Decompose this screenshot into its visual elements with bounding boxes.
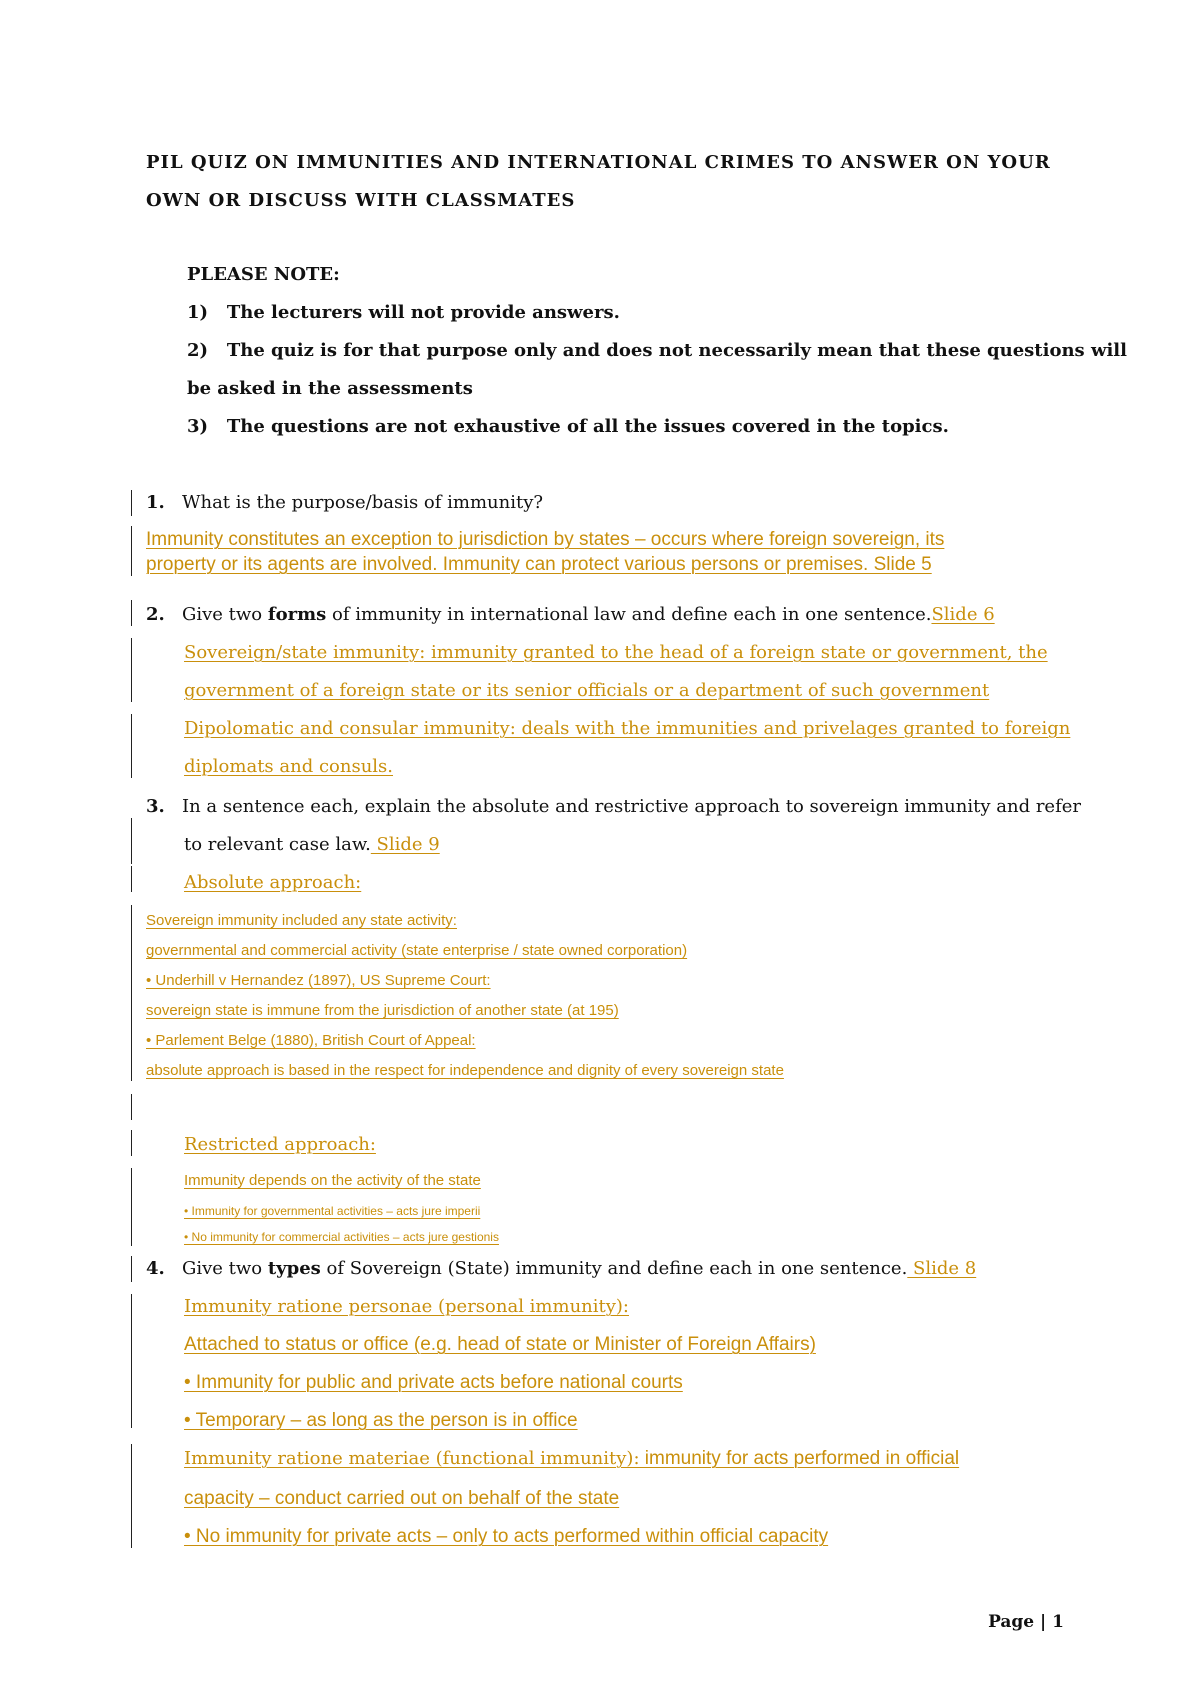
restricted-approach-heading: Restricted approach:: [184, 1134, 376, 1155]
absolute-line-5: • Parlement Belge (1880), British Court of Appeal:: [146, 1032, 476, 1049]
change-bar: [131, 1094, 132, 1120]
change-bar: [131, 905, 132, 1081]
page-separator: |: [1040, 1612, 1047, 1632]
question-4: [146, 1258, 976, 1279]
q1-answer-line-2: property or its agents are involved. Immunity can protect various persons or premises. Slide 5: [146, 554, 932, 575]
question-3: [146, 796, 1081, 817]
materiae-text: immunity for acts performed in official: [639, 1448, 960, 1469]
absolute-line-1: Sovereign immunity included any state activity:: [146, 912, 457, 929]
note-item-text: The lecturers will not provide answers.: [226, 302, 620, 323]
materiae-line-3: • No immunity for private acts – only to acts performed within official capacity: [184, 1526, 829, 1547]
change-bar: [131, 1294, 132, 1428]
personae-line-2: • Immunity for public and private acts before national courts: [184, 1372, 683, 1393]
question-text: to relevant case law.: [184, 834, 371, 855]
question-text: What is the purpose/basis of immunity?: [181, 492, 544, 513]
document-title: [146, 144, 1065, 220]
change-bar: [131, 1444, 132, 1548]
change-bar: [131, 818, 132, 864]
restricted-line-2: • Immunity for governmental activities – acts jure imperii: [184, 1204, 481, 1218]
note-item-text: The questions are not exhaustive of all the issues covered in the topics.: [226, 416, 949, 437]
question-text-post: of Sovereign (State) immunity and define each in one sentence.: [320, 1258, 908, 1279]
note-item-number: 1): [187, 302, 209, 323]
change-bar: [131, 638, 132, 702]
question-text-post: of immunity in international law and define each in one sentence.: [326, 604, 932, 625]
question-number: 4.: [146, 1258, 165, 1279]
absolute-approach-heading: Absolute approach:: [184, 872, 362, 893]
personae-line-1: Attached to status or office (e.g. head of state or Minister of Foreign Affairs): [184, 1334, 816, 1355]
restricted-line-3: • No immunity for commercial activities – acts jure gestionis: [184, 1230, 499, 1244]
note-item-number: 3): [187, 416, 209, 437]
note-heading: PLEASE NOTE:: [187, 264, 340, 285]
slide-reference: Slide 8: [907, 1258, 977, 1279]
absolute-line-4: sovereign state is immune from the jurisdiction of another state (at 195): [146, 1002, 619, 1019]
q2-answer-1-line-2: government of a foreign state or its senior officials or a department of such government: [184, 680, 990, 701]
materiae-line-1: [184, 1448, 959, 1470]
absolute-line-2: governmental and commercial activity (state enterprise / state owned corporation): [146, 942, 688, 959]
absolute-line-3: • Underhill v Hernandez (1897), US Supreme Court:: [146, 972, 491, 989]
title-line-2: OWN OR DISCUSS WITH CLASSMATES: [146, 190, 576, 211]
slide-reference: Slide 6: [931, 604, 995, 625]
question-number: 3.: [146, 796, 165, 817]
question-number: 2.: [146, 604, 165, 625]
question-number: 1.: [146, 492, 165, 513]
page-label: Page: [988, 1612, 1035, 1632]
note-item-2-continued: be asked in the assessments: [187, 378, 473, 399]
question-text-pre: Give two: [181, 604, 268, 625]
change-bar: [131, 714, 132, 778]
change-bar: [131, 1168, 132, 1246]
note-item-number: 2): [187, 340, 209, 361]
question-text-pre: Give two: [181, 1258, 268, 1279]
note-item-3: [187, 416, 949, 437]
change-bar: [131, 866, 132, 892]
note-item-2: [187, 340, 1127, 361]
question-2: [146, 604, 995, 625]
question-text-bold: forms: [267, 604, 327, 625]
q2-answer-2-line-1: Dipolomatic and consular immunity: deals with the immunities and privelages granted to foreign: [184, 718, 1071, 739]
materiae-heading: Immunity ratione materiae (functional immunity):: [184, 1448, 640, 1469]
question-1: [146, 492, 543, 513]
change-bar: [131, 1130, 132, 1156]
materiae-line-2: capacity – conduct carried out on behalf of the state: [184, 1488, 620, 1509]
change-bar: [131, 1256, 132, 1282]
page-number: 1: [1052, 1612, 1064, 1632]
note-item-text: The quiz is for that purpose only and does not necessarily mean that these questions will: [226, 340, 1127, 361]
question-3-continued: [184, 834, 440, 855]
absolute-line-6: absolute approach is based in the respect for independence and dignity of every sovereign state: [146, 1062, 784, 1079]
slide-reference: Slide 9: [370, 834, 440, 855]
q2-answer-1-line-1: Sovereign/state immunity: immunity granted to the head of a foreign state or government, the: [184, 642, 1048, 663]
change-bar: [131, 526, 132, 576]
title-line-1: PIL QUIZ ON IMMUNITIES AND INTERNATIONAL CRIMES TO ANSWER ON YOUR: [146, 152, 1051, 173]
personae-heading: Immunity ratione personae (personal immunity):: [184, 1296, 629, 1317]
question-text-bold: types: [267, 1258, 321, 1279]
page-footer: [988, 1612, 1064, 1632]
change-bar: [131, 600, 132, 626]
change-bar: [131, 490, 132, 516]
note-item-1: [187, 302, 620, 323]
q1-answer-line-1: Immunity constitutes an exception to jurisdiction by states – occurs where foreign sovereign, its: [146, 529, 945, 550]
q2-answer-2-line-2: diplomats and consuls.: [184, 756, 394, 777]
personae-line-3: • Temporary – as long as the person is in office: [184, 1410, 578, 1431]
question-text: In a sentence each, explain the absolute and restrictive approach to sovereign immunity and refer: [181, 796, 1081, 817]
restricted-line-1: Immunity depends on the activity of the state: [184, 1172, 481, 1189]
